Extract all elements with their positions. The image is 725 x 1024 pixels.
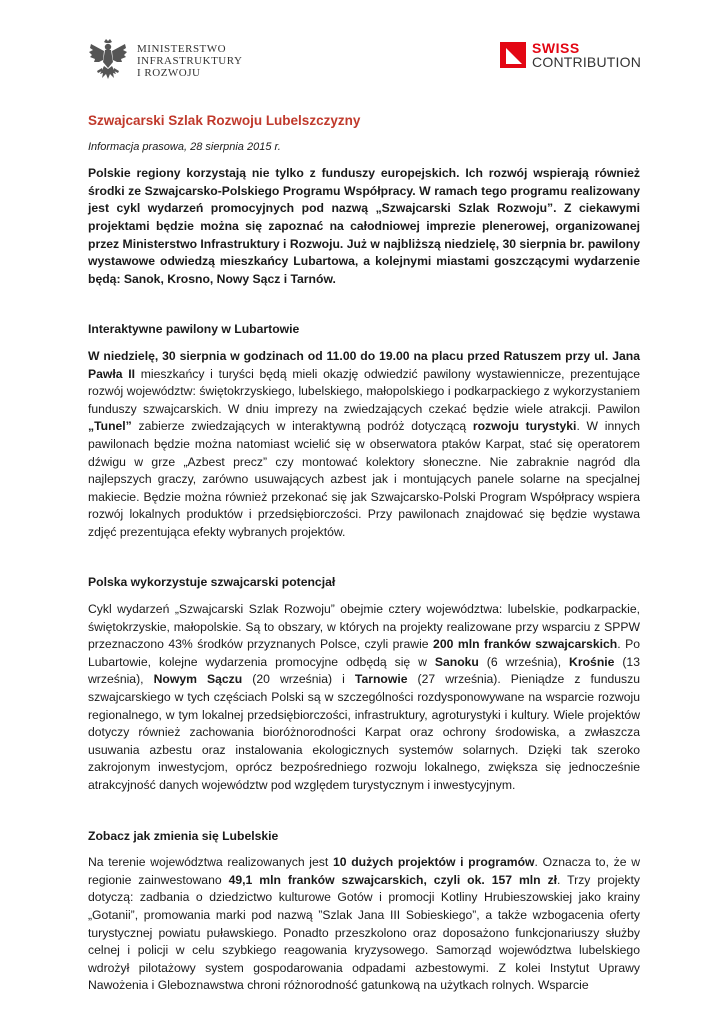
ministry-line-3: I ROZWOJU [137, 67, 201, 79]
section-paragraph [88, 601, 640, 795]
section-paragraph [88, 348, 640, 542]
document-title: Szwajcarski Szlak Rozwoju Lubelszczyzny [88, 113, 361, 128]
section-heading: Polska wykorzystuje szwajcarski potencjał [88, 575, 336, 590]
text-run: Cykl wydarzeń „Szwajcarski Szlak Rozwoju” obejmie cztery województwa: lubelskie, podkarpackie, świętokrzyskie, małopolskie. Są to obszary, w których na projekty realizowane przy wsparciu z SPPW przeznaczono 43% środków przyznanych Polsce, czyli prawie [88, 602, 640, 652]
page-header [88, 38, 641, 88]
text-run: (27 września). Pieniądze z funduszu szwajcarskiego w tych częściach Polski są w szczególności rozdysponowywane na wsparcie rozwoju regionalnego, w tym lokalnej przedsiębiorczości, infrastruktury, agroturystyki i kultury. Wiele projektów dotyczy również zachowania bioróżnorodności Karpat oraz ochrony środowiska, a zwłaszcza usuwania azbestu oraz instalowania ekologicznych systemów solarnych. Dzięki tak szeroko zakrojonym inwestycjom, oprócz bezpośredniego rozwoju lokalnego, zwiększa się jednocześnie atrakcyjność danych województw pod względem turystycznym i inwestycyjnym. [88, 672, 641, 792]
bold-text: Sanoku [434, 654, 479, 669]
text-run: (6 września), [478, 654, 570, 669]
eagle-emblem-icon [88, 38, 128, 84]
ministry-name [137, 43, 242, 79]
ministry-logo [88, 38, 242, 84]
text-run: . W innych pawilonach będzie można natomiast wcielić się w obserwatora ptaków Karpat, stać się operatorem dźwigu w grze „Azbest precz” czy montować kolektory słoneczne. Nie zabraknie nagród dla najlepszych graczy, zarówno usuwających azbest jak i montujących panele solarne na specjalnej makiecie. Będzie można również przekonać się jak Szwajcarsko-Polski Program Współpracy wspiera rozwój lokalnych produktów i przedsiębiorczości. Przy pawilonach znajdować się będzie wystawa zdjęć prezentująca efekty wybranych projektów. [88, 419, 641, 539]
bold-text: Tarnowie [354, 672, 408, 687]
section-pavilions [88, 321, 640, 541]
ministry-line-2: INFRASTRUKTURY [137, 55, 243, 67]
text-run: mieszkańcy i turyści będą mieli okazję odwiedzić pawilony wystawiennicze, prezentujące rozwój województw: świętokrzyskiego, lubelskiego, małopolskiego i podkarpackiego z wykorzystaniem funduszy szwajcarskich. W dniu imprezy na zwiedzających czekać będzie wiele atrakcji. Pawilon [88, 366, 640, 416]
bold-text: rozwoju turystyki [472, 419, 577, 434]
section-heading: Interaktywne pawilony w Lubartowie [88, 322, 300, 337]
section-heading: Zobacz jak zmienia się Lubelskie [88, 828, 279, 843]
bold-text: 10 dużych projektów i programów [332, 855, 535, 870]
bold-text: „Tunel” [88, 419, 132, 434]
text-run: zabierze zwiedzających w interaktywną podróż dotyczącą [131, 419, 473, 434]
text-run: (13 września), [88, 654, 640, 687]
swiss-flag-icon [500, 42, 526, 68]
contribution-label: CONTRIBUTION [532, 54, 641, 70]
bold-text: 200 mln franków szwajcarskich [433, 637, 618, 652]
bold-text: Krośnie [569, 654, 615, 669]
bold-text: Nowym Sączu [153, 672, 243, 687]
swiss-label: SWISS [532, 40, 580, 56]
text-run: . Po Lubartowie, kolejne wydarzenia promocyjne odbędą się w [88, 637, 640, 669]
press-release-body [88, 112, 640, 995]
ministry-line-1: MINISTERSTWO [137, 43, 227, 55]
text-run: . Oznacza to, że w regionie zainwestowano [88, 855, 640, 887]
section-lubelskie [88, 828, 640, 995]
text-run: Na terenie województwa realizowanych jest [88, 855, 333, 870]
bold-text: 49,1 mln franków szwajcarskich, czyli ok. 157 mln zł [228, 872, 558, 887]
bold-text: W niedzielę, 30 sierpnia w godzinach od 11.00 do 19.00 na placu przed Ratuszem przy ul. Jana Pawła II [88, 348, 640, 381]
section-paragraph [88, 854, 640, 995]
swiss-contribution-logo [500, 41, 641, 69]
section-potential [88, 574, 640, 794]
lead-paragraph: Polskie regiony korzystają nie tylko z funduszy europejskich. Ich rozwój wspierają również środki ze Szwajcarsko-Polskiego Programu Współpracy. W ramach tego programu realizowany jest cykl wydarzeń promocyjnych pod nazwą „Szwajcarski Szlak Rozwoju”. Z ciekawymi projektami będzie można się zapoznać na całodniowej imprezie plenerowej, organizowanej przez Ministerstwo Infrastruktury i Rozwoju. Już w najbliższą niedzielę, 30 sierpnia br. pawilony wystawowe odwiedzą mieszkańcy Lubartowa, a kolejnymi miastami goszczącymi wydarzenie będą: Sanok, Krosno, Nowy Sącz i Tarnów. [88, 166, 640, 286]
press-release-date: Informacja prasowa, 28 sierpnia 2015 r. [88, 140, 281, 153]
text-run: (20 września) i [242, 672, 355, 687]
text-run: . Trzy projekty dotyczą: zadbania o dziedzictwo kulturowe Gotów i promocji Kotliny Hrubieszowskiej jako krainy „Gotanii”, promowania marki pod nazwą ”Szlak Jana III Sobieskiego”, a także wzbogacenia oferty turystycznej powiatu puławskiego. Ponadto przeszkolono oraz doposażono funkcjonariuszy służby celnej i policji w celu szybkiego reagowania kryzysowego. Samorząd województwa lubelskiego wdrożył pilotażowy system gospodarowania odpadami azbestowymi. Z kolei Instytut Uprawy Nawożenia i Gleboznawstwa chroni różnorodność gatunkową na użytkach rolnych. Wsparcie [88, 872, 640, 993]
